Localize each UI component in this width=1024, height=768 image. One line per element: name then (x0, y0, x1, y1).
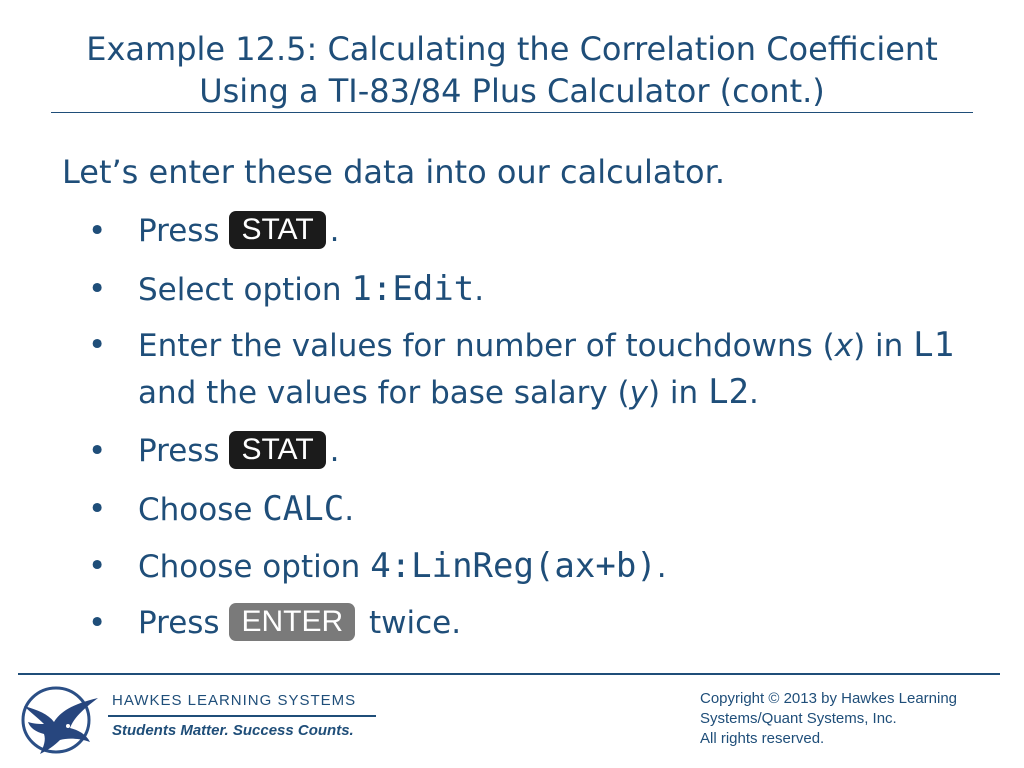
step-item (88, 543, 958, 590)
step-text: Press (138, 213, 220, 249)
step-item (88, 600, 958, 646)
step-text: . (329, 433, 340, 469)
bullet-icon: • (88, 605, 107, 641)
bullet-icon: • (88, 327, 107, 363)
step-text: . (329, 213, 340, 249)
step-text: Select option (138, 272, 342, 308)
stat-key: STAT (229, 211, 325, 249)
copyright-line: Systems/Quant Systems, Inc. (700, 710, 897, 727)
variable-y: y (629, 375, 648, 411)
step-text: . (656, 549, 667, 585)
variable-x: x (834, 328, 854, 364)
eagle-logo-icon (20, 684, 100, 756)
step-text: and the values for base salary ( (138, 375, 630, 411)
calculator-command: 4:LinReg(ax+b) (370, 546, 657, 586)
step-text: Press (138, 433, 220, 469)
bullet-icon: • (88, 491, 107, 527)
stat-key: STAT (229, 431, 325, 469)
calculator-command: 1:Edit (351, 269, 475, 309)
step-item (88, 322, 958, 416)
brand-divider (108, 715, 376, 717)
step-text: Choose option (138, 549, 361, 585)
enter-key: ENTER (229, 603, 355, 641)
step-item (88, 428, 958, 474)
footer-divider (18, 673, 1000, 675)
step-item (88, 266, 958, 313)
slide-title (50, 28, 974, 112)
step-text: Press (138, 605, 220, 641)
step-text: twice. (369, 605, 462, 641)
title-line-1: Example 12.5: Calculating the Correlation Coefficient (86, 30, 938, 68)
step-item (88, 486, 958, 533)
intro-text: Let’s enter these data into our calculator. (62, 153, 725, 191)
step-text: . (474, 272, 485, 308)
step-text: Choose (138, 492, 253, 528)
list-name-l1: L1 (913, 325, 955, 365)
brand-name: HAWKES LEARNING SYSTEMS (112, 692, 357, 709)
step-item (88, 208, 958, 254)
copyright-line: Copyright © 2013 by Hawkes Learning (700, 690, 958, 707)
bullet-icon: • (88, 271, 107, 307)
bullet-icon: • (88, 213, 107, 249)
bullet-icon: • (88, 433, 107, 469)
title-divider (51, 112, 973, 113)
copyright-line: All rights reserved. (700, 730, 825, 747)
brand-tagline: Students Matter. Success Counts. (112, 722, 354, 739)
bullet-icon: • (88, 548, 107, 584)
step-text: ) in (647, 375, 699, 411)
step-text: Enter the values for number of touchdowns ( (138, 328, 835, 364)
list-name-l2: L2 (708, 372, 750, 412)
step-text: . (344, 492, 355, 528)
calculator-command: CALC (262, 489, 345, 529)
step-text: ) in (853, 328, 904, 364)
title-line-2: Using a TI-83/84 Plus Calculator (cont.) (199, 72, 825, 110)
copyright-notice (700, 689, 1010, 749)
step-text: . (749, 375, 759, 411)
